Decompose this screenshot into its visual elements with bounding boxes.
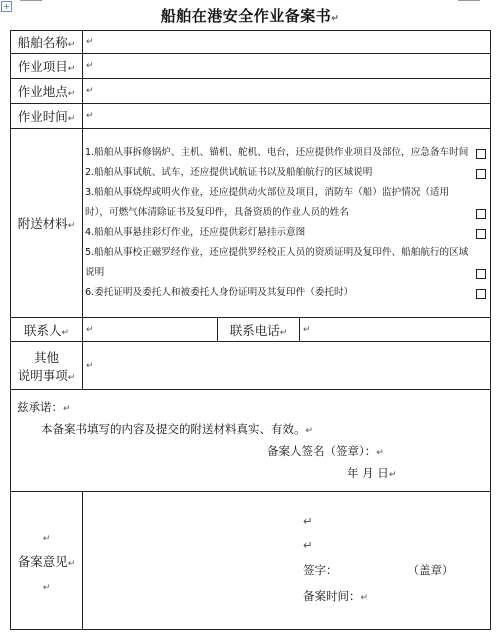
ship-name-field[interactable]: ↵	[83, 31, 491, 54]
other-label: 其他 说明事项↵	[11, 342, 83, 390]
page-title	[0, 5, 500, 26]
row-contact	[11, 318, 491, 342]
phone-label: 联系电话↵	[218, 318, 300, 342]
pledge-heading: 兹承诺：	[17, 400, 63, 414]
row-work-item	[11, 54, 491, 79]
title-text: 船舶在港安全作业备案书	[160, 7, 332, 25]
opinion-field[interactable]: ↵ ↵ 签字： （盖章） 备案时间：↵	[83, 492, 491, 630]
other-field[interactable]: ↵	[83, 342, 491, 390]
attachment-item: 5.船舶从事校正磁罗经作业，还应提供罗经校正人员的资质证明及复印件、船舶航行的区域说明	[85, 243, 488, 283]
work-place-field[interactable]: ↵	[83, 79, 491, 104]
attachment-item: 3.船舶从事烧焊或明火作业，还应提供动火部位及项目，消防车（船）监护情况（适用时），可燃气体清除证书及复印件，具备资质的作业人员的姓名	[85, 183, 488, 223]
ship-name-label: 船舶名称↵	[11, 31, 83, 54]
attachment-item: 6.委托证明及委托人和被委托人身份证明及其复印件（委托时）	[85, 283, 488, 303]
attachment-checkbox[interactable]	[476, 149, 486, 159]
row-ship-name	[11, 31, 491, 54]
row-work-place	[11, 79, 491, 104]
attachment-item: 1.船舶从事拆修锅炉、主机、锚机、舵机、电台，还应提供作业项目及部位，应急备车时间	[85, 143, 488, 163]
attachment-checkbox[interactable]	[476, 269, 486, 279]
work-time-field[interactable]: ↵	[83, 104, 491, 129]
attachment-checkbox[interactable]	[476, 209, 486, 219]
attachments-list	[83, 129, 491, 318]
row-pledge	[11, 390, 491, 492]
attachments-label: 附送材料↵	[11, 129, 83, 318]
work-place-label: 作业地点↵	[11, 79, 83, 104]
row-work-time	[11, 104, 491, 129]
filing-form-table	[10, 30, 491, 630]
attachment-item: 4.船舶从事悬挂彩灯作业，还应提供彩灯悬挂示意图	[85, 223, 488, 243]
attachment-checkbox[interactable]	[476, 289, 486, 299]
contact-field[interactable]: ↵	[83, 318, 218, 342]
opinion-signature-line: 签字： （盖章）	[303, 563, 454, 577]
opinion-time-line: 备案时间：↵	[303, 589, 369, 603]
work-item-label: 作业项目↵	[11, 54, 83, 79]
pledge-block: 兹承诺：↵ 本备案书填写的内容及提交的附送材料真实、有效。↵ 备案人签名（签章）：↵ 年 月 日↵	[11, 390, 491, 492]
paragraph-mark: ↵	[331, 14, 340, 24]
attachment-checkbox[interactable]	[476, 229, 486, 239]
header-rule	[20, 0, 42, 1]
pledge-body: 本备案书填写的内容及提交的附送材料真实、有效。	[41, 422, 306, 436]
pledge-date-label: 年 月 日	[347, 466, 389, 480]
table-anchor-icon[interactable]: +	[1, 1, 12, 12]
row-attachments	[11, 129, 491, 318]
attachment-item: 2.船舶从事试航、试车，还应提供试航证书以及船舶航行的区域说明	[85, 163, 488, 183]
attachment-checkbox[interactable]	[476, 169, 486, 179]
work-time-label: 作业时间↵	[11, 104, 83, 129]
contact-label: 联系人↵	[11, 318, 83, 342]
opinion-label: ↵ 备案意见↵ ↵	[11, 492, 83, 630]
phone-field[interactable]: ↵	[300, 318, 491, 342]
header-rule	[458, 0, 480, 1]
work-item-field[interactable]: ↵	[83, 54, 491, 79]
pledge-signature-label: 备案人签名（签章）：	[267, 444, 377, 458]
row-other	[11, 342, 491, 390]
row-opinion	[11, 492, 491, 630]
